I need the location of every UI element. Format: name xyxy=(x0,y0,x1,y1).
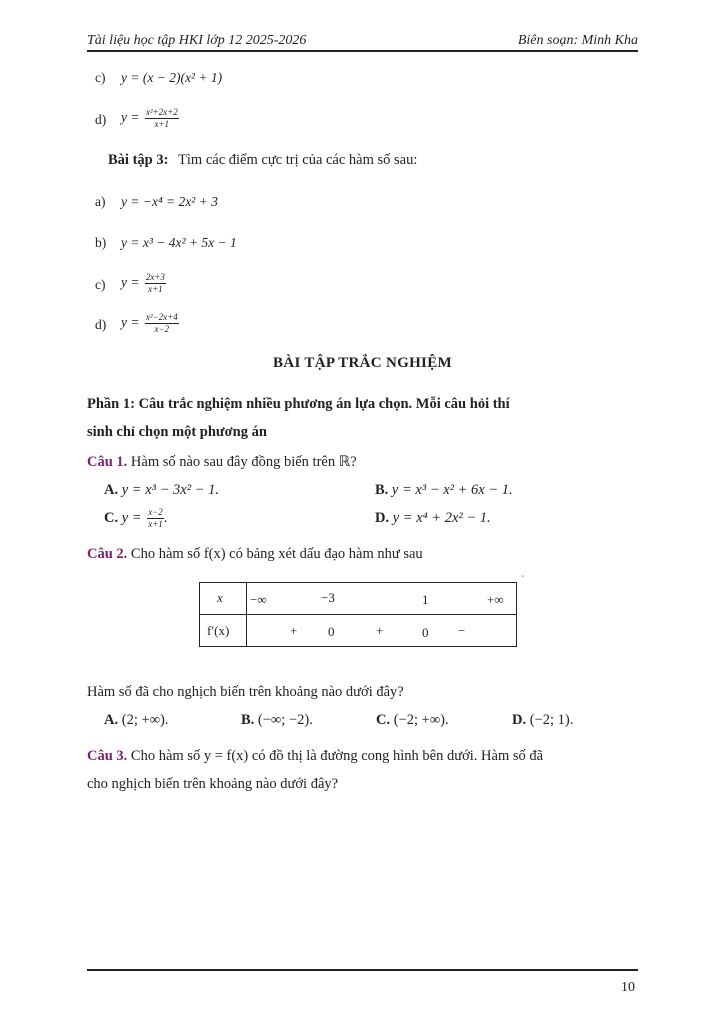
q1-option-c[interactable]: C. y = $\frac{x-2}{x+1}$ . xyxy=(104,507,168,530)
q2-option-d[interactable]: D. (−2; 1). xyxy=(512,712,574,728)
ex3-item-c-label: c) xyxy=(95,277,106,292)
ex3-item-d-formula: y = $\frac{\text{x²−2x+4}}{x-2}$ xyxy=(121,312,178,334)
q2-option-b[interactable]: B. (−∞; −2). xyxy=(241,712,313,728)
prev-item-d-label: d) xyxy=(95,112,107,127)
fraction: $\frac{\text{x²+2x+2}}{x+1}$ xyxy=(145,107,178,129)
sign-table-sign: − xyxy=(458,623,466,638)
sign-table-x-value: +∞ xyxy=(487,592,504,607)
q2-text: Cho hàm số f(x) có bảng xét dấu đạo hàm như sau xyxy=(130,546,423,562)
header-left: Tài liệu học tập HKI lớp 12 2025-2026 xyxy=(87,33,307,48)
sign-table-x-label: x xyxy=(217,590,223,605)
ex3-item-a-formula: y = −x⁴ = 2x² + 3 xyxy=(121,194,218,209)
prev-item-d-formula: y = $\frac{\text{x²+2x+2}}{x+1}$ xyxy=(121,107,178,129)
sign-table-sign: 0 xyxy=(328,624,335,639)
ex3-item-c-formula: y = $\frac{2x+3}{x+1}$ xyxy=(121,272,165,294)
header-right: Biên soạn: Minh Kha xyxy=(517,33,638,48)
fraction: $\frac{2x+3}{x+1}$ xyxy=(145,272,165,294)
q2-option-a[interactable]: A. (2; +∞). xyxy=(104,712,169,728)
q3-label: Câu 3. xyxy=(87,748,128,764)
sign-table-fprime-label: f′(x) xyxy=(207,623,230,638)
q1-option-a[interactable]: A. y = x³ − 3x² − 1. xyxy=(104,482,219,498)
header-rule xyxy=(87,50,638,52)
exercise3-heading-line xyxy=(108,152,417,169)
sign-table-x-value: −3 xyxy=(321,590,335,605)
sign-table-sign: + xyxy=(376,623,384,638)
q1-stem xyxy=(87,448,357,476)
sign-table-sign: + xyxy=(290,623,298,638)
prev-item-c-formula: y = (x − 2)(x² + 1) xyxy=(121,70,223,85)
section-title: BÀI TẬP TRẮC NGHIỆM xyxy=(273,355,452,371)
part1-heading: Phần 1: Câu trắc nghiệm nhiều phương án lựa chọn. Mỗi câu hỏi thí sinh chỉ chọn một phương án xyxy=(87,396,510,440)
q2-stem xyxy=(87,540,423,568)
stray-mark: " xyxy=(521,574,525,583)
q1-option-d[interactable]: D. y = x⁴ + 2x² − 1. xyxy=(375,510,491,526)
q1-option-b[interactable]: B. y = x³ − x² + 6x − 1. xyxy=(375,482,513,498)
q1-text: Hàm số nào sau đây đồng biến trên ℝ? xyxy=(130,454,357,470)
q3-stem: Câu 3. Cho hàm số y = f(x) có đồ thị là đường cong hình bên dưới. Hàm số đã cho nghịch biến trên khoảng nào dưới đây? xyxy=(87,748,544,792)
page-number: 10 xyxy=(621,980,635,995)
ex3-item-b-label: b) xyxy=(95,235,107,250)
exercise3-heading: Bài tập 3: xyxy=(108,152,169,168)
exercise3-text: Tìm các điểm cực trị của các hàm số sau: xyxy=(178,152,418,168)
footer-rule xyxy=(87,969,638,971)
fraction: $\frac{\text{x²−2x+4}}{x-2}$ xyxy=(145,312,178,334)
ex3-item-d-label: d) xyxy=(95,317,107,332)
sign-table-x-value: 1 xyxy=(422,592,429,607)
q2-label: Câu 2. xyxy=(87,546,128,562)
sign-table-sign: 0 xyxy=(422,625,429,640)
q2-option-c[interactable]: C. (−2; +∞). xyxy=(376,712,449,728)
fraction: $\frac{x-2}{x+1}$ xyxy=(148,507,163,530)
q2-question: Hàm số đã cho nghịch biến trên khoảng nào dưới đây? xyxy=(87,684,404,700)
q1-label: Câu 1. xyxy=(87,454,128,470)
ex3-item-a-label: a) xyxy=(95,194,106,209)
ex3-item-b-formula: y = x³ − 4x² + 5x − 1 xyxy=(121,235,237,250)
sign-table-x-value: −∞ xyxy=(250,592,267,607)
prev-item-c-label: c) xyxy=(95,70,106,85)
sign-table xyxy=(199,582,517,647)
